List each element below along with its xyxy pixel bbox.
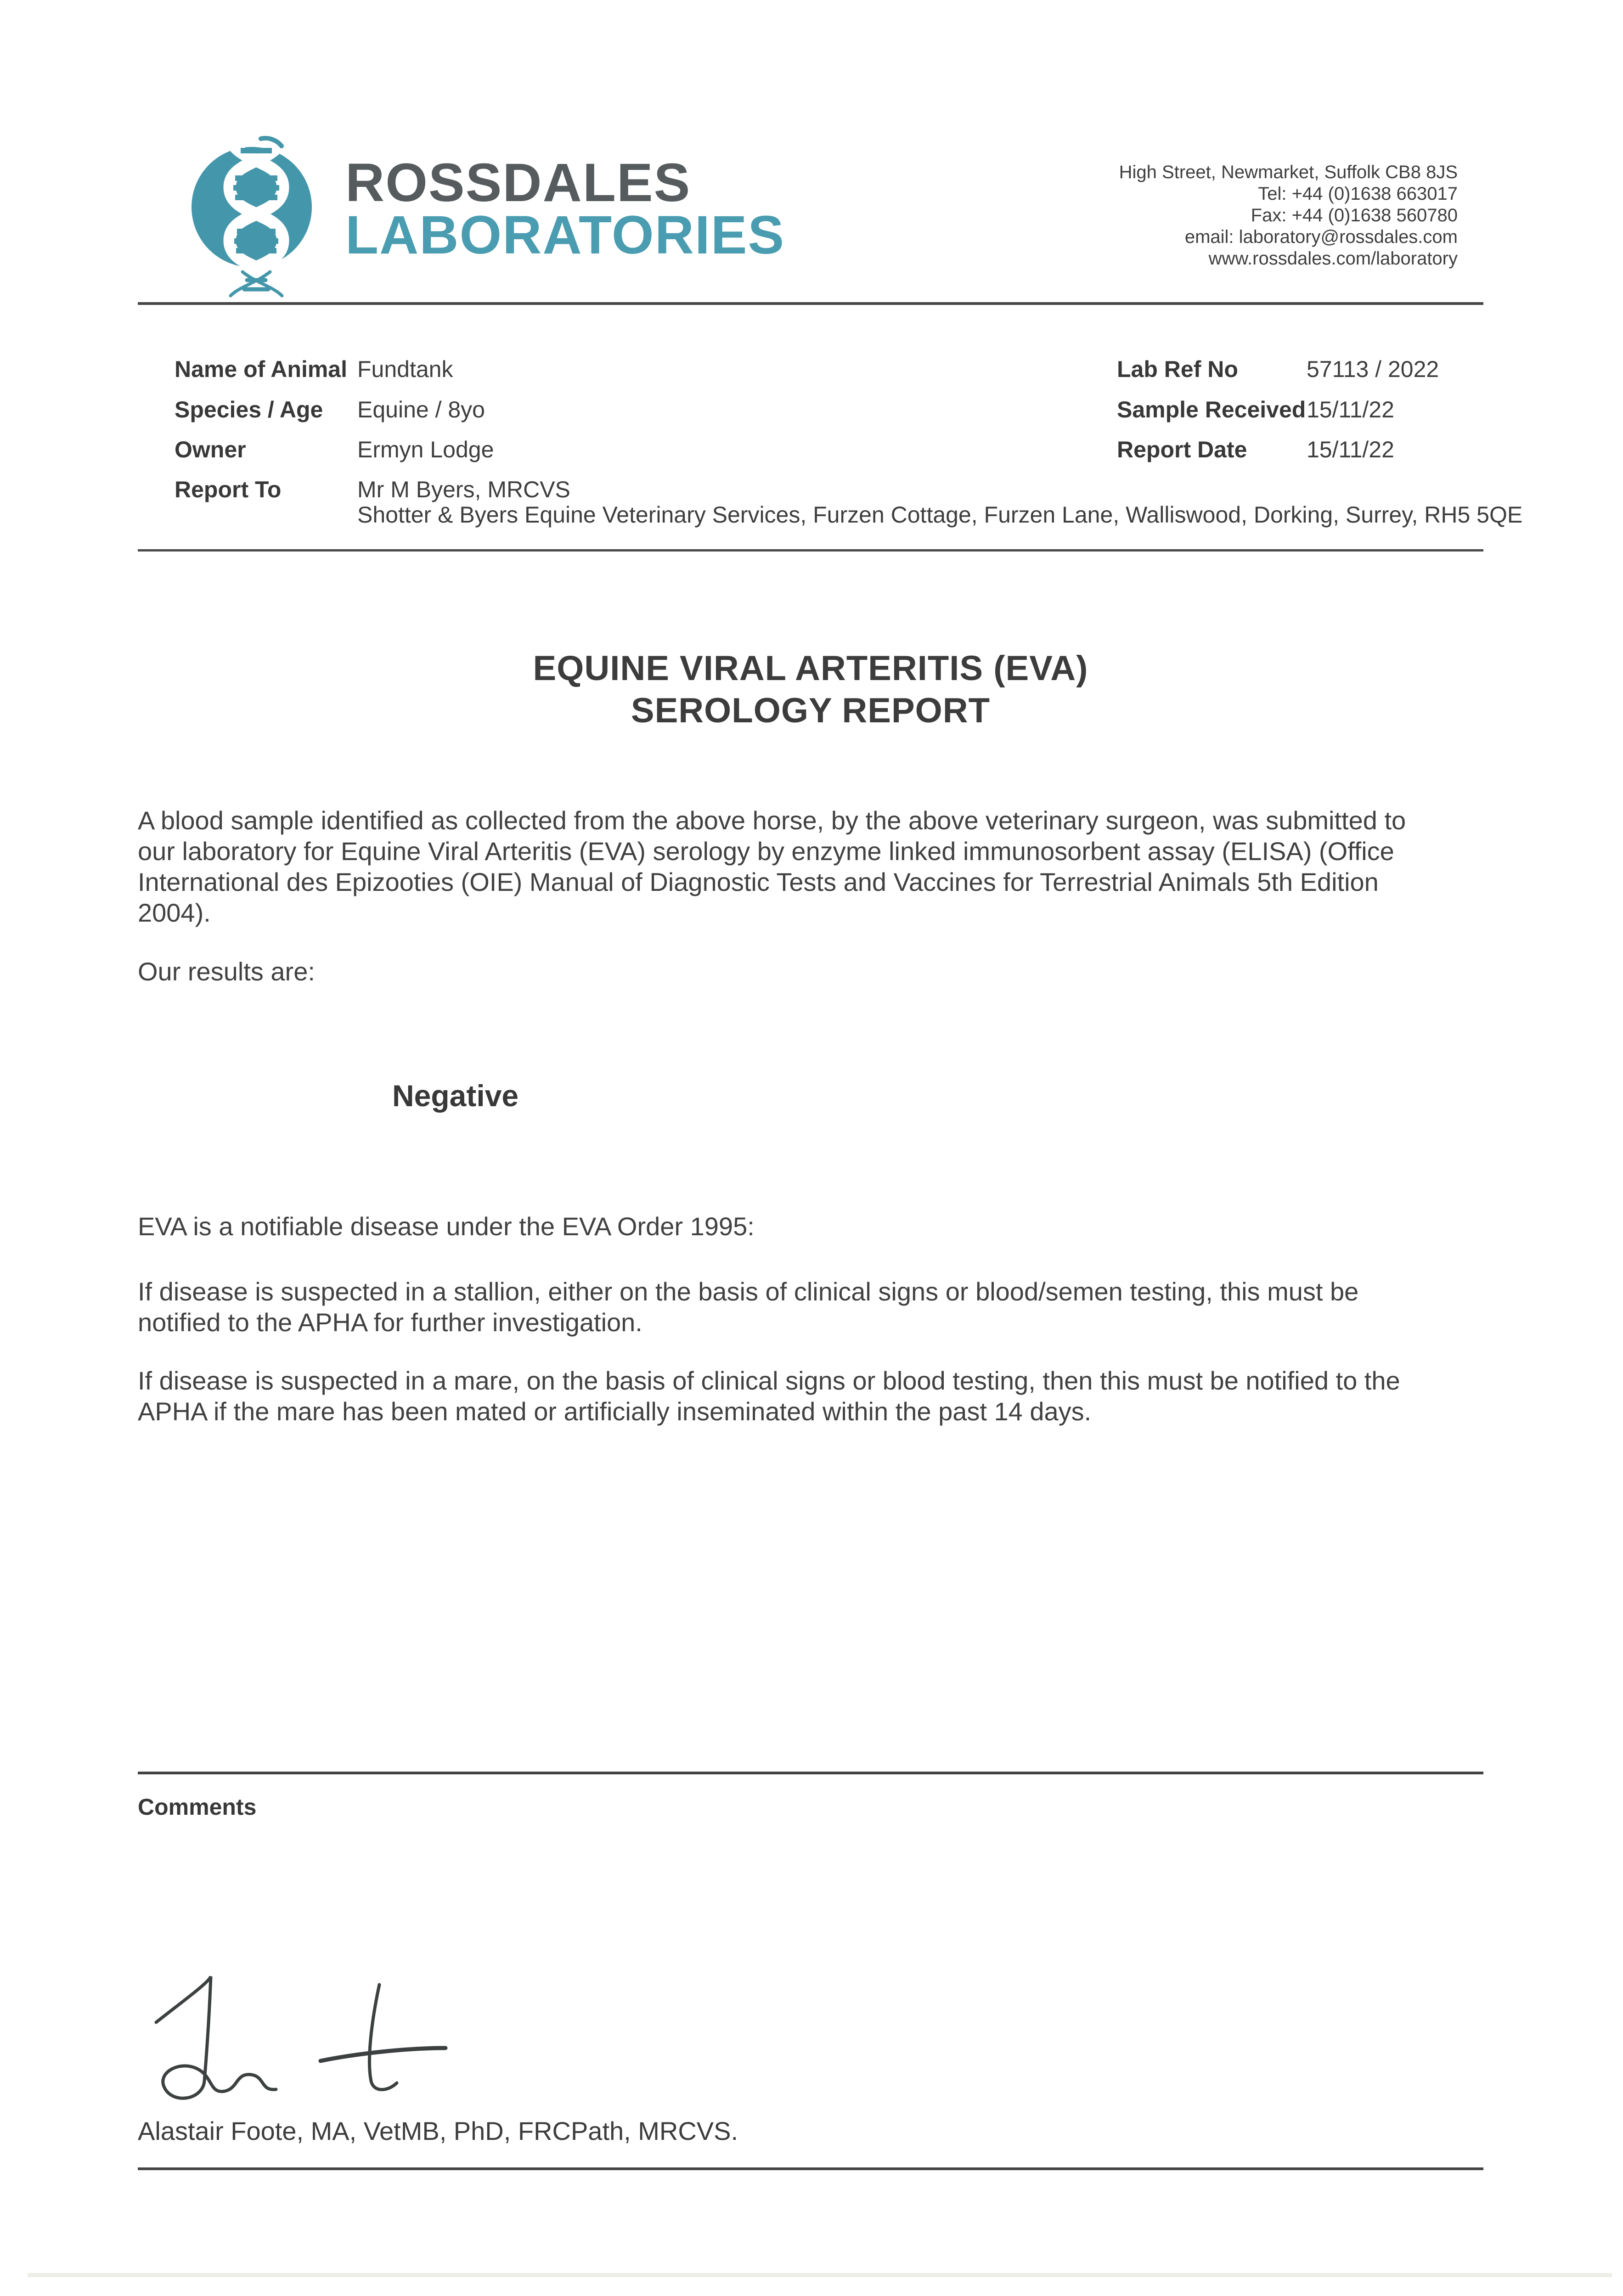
intro-line: International des Epizooties (OIE) Manual of Diagnostic Tests and Vaccines for Terrestrial Animals 5th Edition [138, 867, 1379, 896]
comments-divider [138, 1772, 1483, 1774]
label-owner: Owner [175, 437, 246, 462]
results-intro: Our results are: [138, 957, 315, 986]
header-divider [138, 302, 1483, 305]
value-owner: Ermyn Lodge [357, 437, 494, 462]
footer-divider [138, 2167, 1483, 2170]
label-report-date: Report Date [1117, 437, 1247, 462]
lab-phone: Tel: +44 (0)1638 663017 [1258, 184, 1458, 204]
signature-icon [141, 1971, 494, 2109]
label-lab-ref-no: Lab Ref No [1117, 356, 1238, 382]
lab-email: email: laboratory@rossdales.com [1184, 227, 1458, 247]
brand-name-line2: LABORATORIES [345, 205, 785, 265]
signatory-name: Alastair Foote, MA, VetMB, PhD, FRCPath, MRCVS. [138, 2116, 738, 2145]
lab-address: High Street, Newmarket, Suffolk CB8 8JS [1119, 162, 1458, 182]
brand-name-line1: ROSSDALES [345, 152, 691, 213]
page-title-line2: SEROLOGY REPORT [631, 691, 991, 730]
label-species-age: Species / Age [175, 397, 323, 422]
stallion-line: notified to the APHA for further investigation. [138, 1308, 642, 1337]
value-lab-ref-no: 57113 / 2022 [1307, 356, 1439, 382]
value-report-to-address: Shotter & Byers Equine Veterinary Services, Furzen Cottage, Furzen Lane, Walliswood, Dorking, Surrey, RH5 5QE [357, 502, 1523, 528]
intro-line: A blood sample identified as collected from the above horse, by the above veterinary surgeon, was submitted to [138, 806, 1406, 835]
value-report-date: 15/11/22 [1307, 437, 1394, 462]
lab-fax: Fax: +44 (0)1638 560780 [1251, 205, 1458, 225]
details-divider [138, 549, 1483, 551]
page-bottom-faint-line [28, 2273, 1612, 2277]
label-name-of-animal: Name of Animal [175, 356, 348, 382]
notifiable-statement: EVA is a notifiable disease under the EVA Order 1995: [138, 1212, 755, 1241]
rossdales-dna-logo-icon [187, 136, 312, 303]
test-result: Negative [392, 1079, 519, 1113]
value-report-to: Mr M Byers, MRCVS [357, 477, 570, 502]
mare-line: APHA if the mare has been mated or artificially inseminated within the past 14 days. [138, 1397, 1092, 1426]
value-species-age: Equine / 8yo [357, 397, 485, 422]
value-name-of-animal: Fundtank [357, 356, 453, 382]
mare-line: If disease is suspected in a mare, on the basis of clinical signs or blood testing, then this must be notified to the [138, 1366, 1400, 1395]
page-title-line1: EQUINE VIRAL ARTERITIS (EVA) [533, 649, 1088, 688]
stallion-line: If disease is suspected in a stallion, either on the basis of clinical signs or blood/semen testing, this must be [138, 1277, 1359, 1306]
lab-contact-block [1119, 162, 1458, 270]
lab-website: www.rossdales.com/laboratory [1208, 248, 1458, 269]
label-sample-received: Sample Received [1117, 397, 1306, 422]
value-sample-received: 15/11/22 [1307, 397, 1394, 422]
label-report-to: Report To [175, 477, 282, 502]
comments-heading: Comments [138, 1794, 257, 1820]
intro-line: our laboratory for Equine Viral Arteritis (EVA) serology by enzyme linked immunosorbent assay (ELISA) (Office [138, 837, 1394, 866]
intro-line: 2004). [138, 898, 211, 927]
